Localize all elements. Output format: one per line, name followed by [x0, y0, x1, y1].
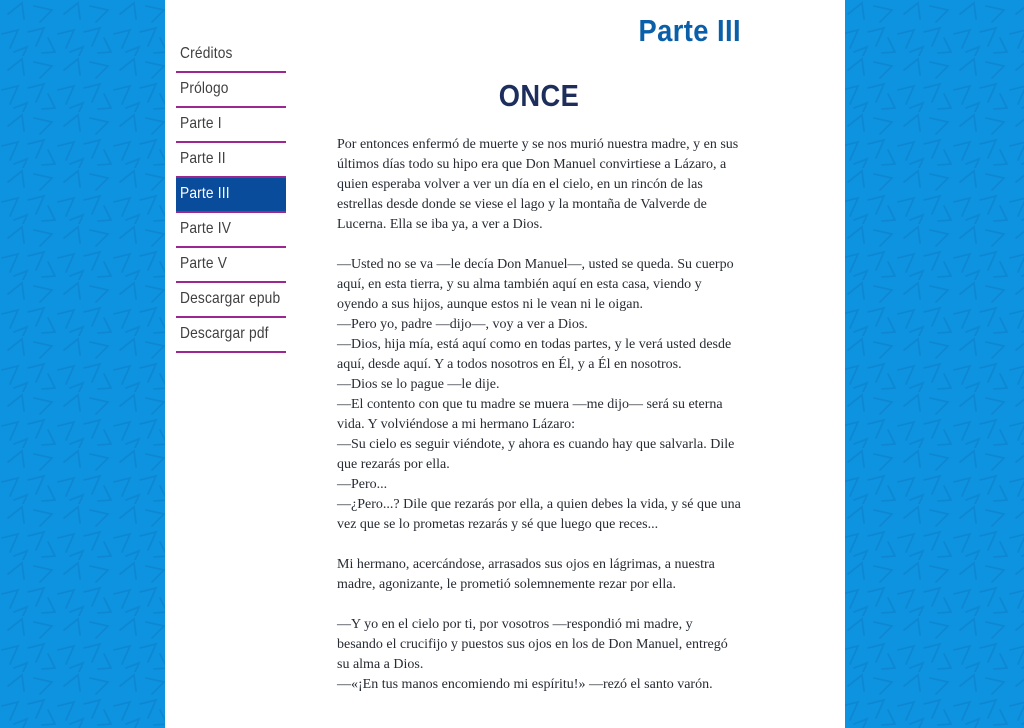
sidebar-nav: [176, 38, 286, 353]
sidebar-item-label: Prólogo: [180, 80, 229, 97]
sidebar-item-parte-1[interactable]: [176, 108, 286, 143]
sidebar-item-label: Parte II: [180, 150, 226, 167]
paragraph-line: Por entonces enfermó de muerte y se nos murió nuestra madre, y en sus últimos días todo su hipo era que Don Manuel convirtiese a Lázaro, a quien esperaba volver a ver un día en el cielo, en un rincón de las estrellas desde donde se viese el lago y la montaña de Valverde de Lucerna. Ella se iba ya, a ver a Dios.: [337, 137, 739, 232]
sidebar-item-label: Parte III: [180, 185, 230, 202]
page-title: Parte III: [638, 13, 741, 48]
paragraph-line: —Su cielo es seguir viéndote, y ahora es cuando hay que salvarla. Dile que rezarás por ella.: [337, 437, 735, 472]
paragraph-line: —El contento con que tu madre se muera —me dijo— será su eterna vida. Y volviéndose a mi hermano Lázaro:: [337, 397, 723, 432]
paragraph-line: —Pero...: [337, 477, 388, 492]
sidebar-item-prologo[interactable]: [176, 73, 286, 108]
paragraph-line: —«¡En tus manos encomiendo mi espíritu!» —rezó el santo varón.: [337, 677, 713, 692]
sidebar-item-parte-5[interactable]: [176, 248, 286, 283]
sidebar-item-label: Parte IV: [180, 220, 232, 237]
paragraph-block: [337, 255, 741, 535]
sidebar-item-label: Parte I: [180, 115, 222, 132]
sidebar-item-label: Descargar pdf: [180, 325, 269, 342]
sidebar-item-parte-3[interactable]: [176, 178, 286, 213]
sidebar-item-descargar-epub[interactable]: [176, 283, 286, 318]
paragraph-block: [337, 135, 741, 235]
paragraph-line: —Dios se lo pague —le dije.: [337, 377, 500, 392]
sidebar-item-label: Créditos: [180, 45, 233, 62]
paragraph-line: —Dios, hija mía, está aquí como en todas partes, y le verá usted desde aquí, desde aquí. Y a todos nosotros en Él, y a Él en nosotros.: [337, 337, 732, 372]
reader-panel: [165, 0, 845, 728]
paragraph-line: —Pero yo, padre —dijo—, voy a ver a Dios.: [337, 317, 588, 332]
paragraph-block: [337, 615, 741, 695]
sidebar-item-label: Descargar epub: [180, 290, 281, 307]
chapter-title: ONCE: [498, 78, 580, 113]
sidebar-item-parte-2[interactable]: [176, 143, 286, 178]
paragraph-line: Mi hermano, acercándose, arrasados sus ojos en lágrimas, a nuestra madre, agonizante, le prometió solemnemente rezar por ella.: [337, 557, 715, 592]
main-content: [337, 0, 741, 695]
paragraph-line: —¿Pero...? Dile que rezarás por ella, a quien debes la vida, y sé que una vez que se lo prometas rezarás y sé que luego que reces...: [337, 497, 741, 532]
sidebar-item-label: Parte V: [180, 255, 228, 272]
sidebar-item-creditos[interactable]: [176, 38, 286, 73]
paragraph-line: —Y yo en el cielo por ti, por vosotros —respondió mi madre, y besando el crucifijo y puestos sus ojos en los de Don Manuel, entregó su alma a Dios.: [337, 617, 728, 672]
chapter-body: [337, 135, 741, 695]
sidebar-item-parte-4[interactable]: [176, 213, 286, 248]
sidebar-item-descargar-pdf[interactable]: [176, 318, 286, 353]
paragraph-block: [337, 555, 741, 595]
paragraph-line: —Usted no se va —le decía Don Manuel—, usted se queda. Su cuerpo aquí, en esta tierra, y su alma también aquí en esta casa, viendo y oyendo a sus hijos, aunque estos ni le vean ni le oigan.: [337, 257, 734, 312]
